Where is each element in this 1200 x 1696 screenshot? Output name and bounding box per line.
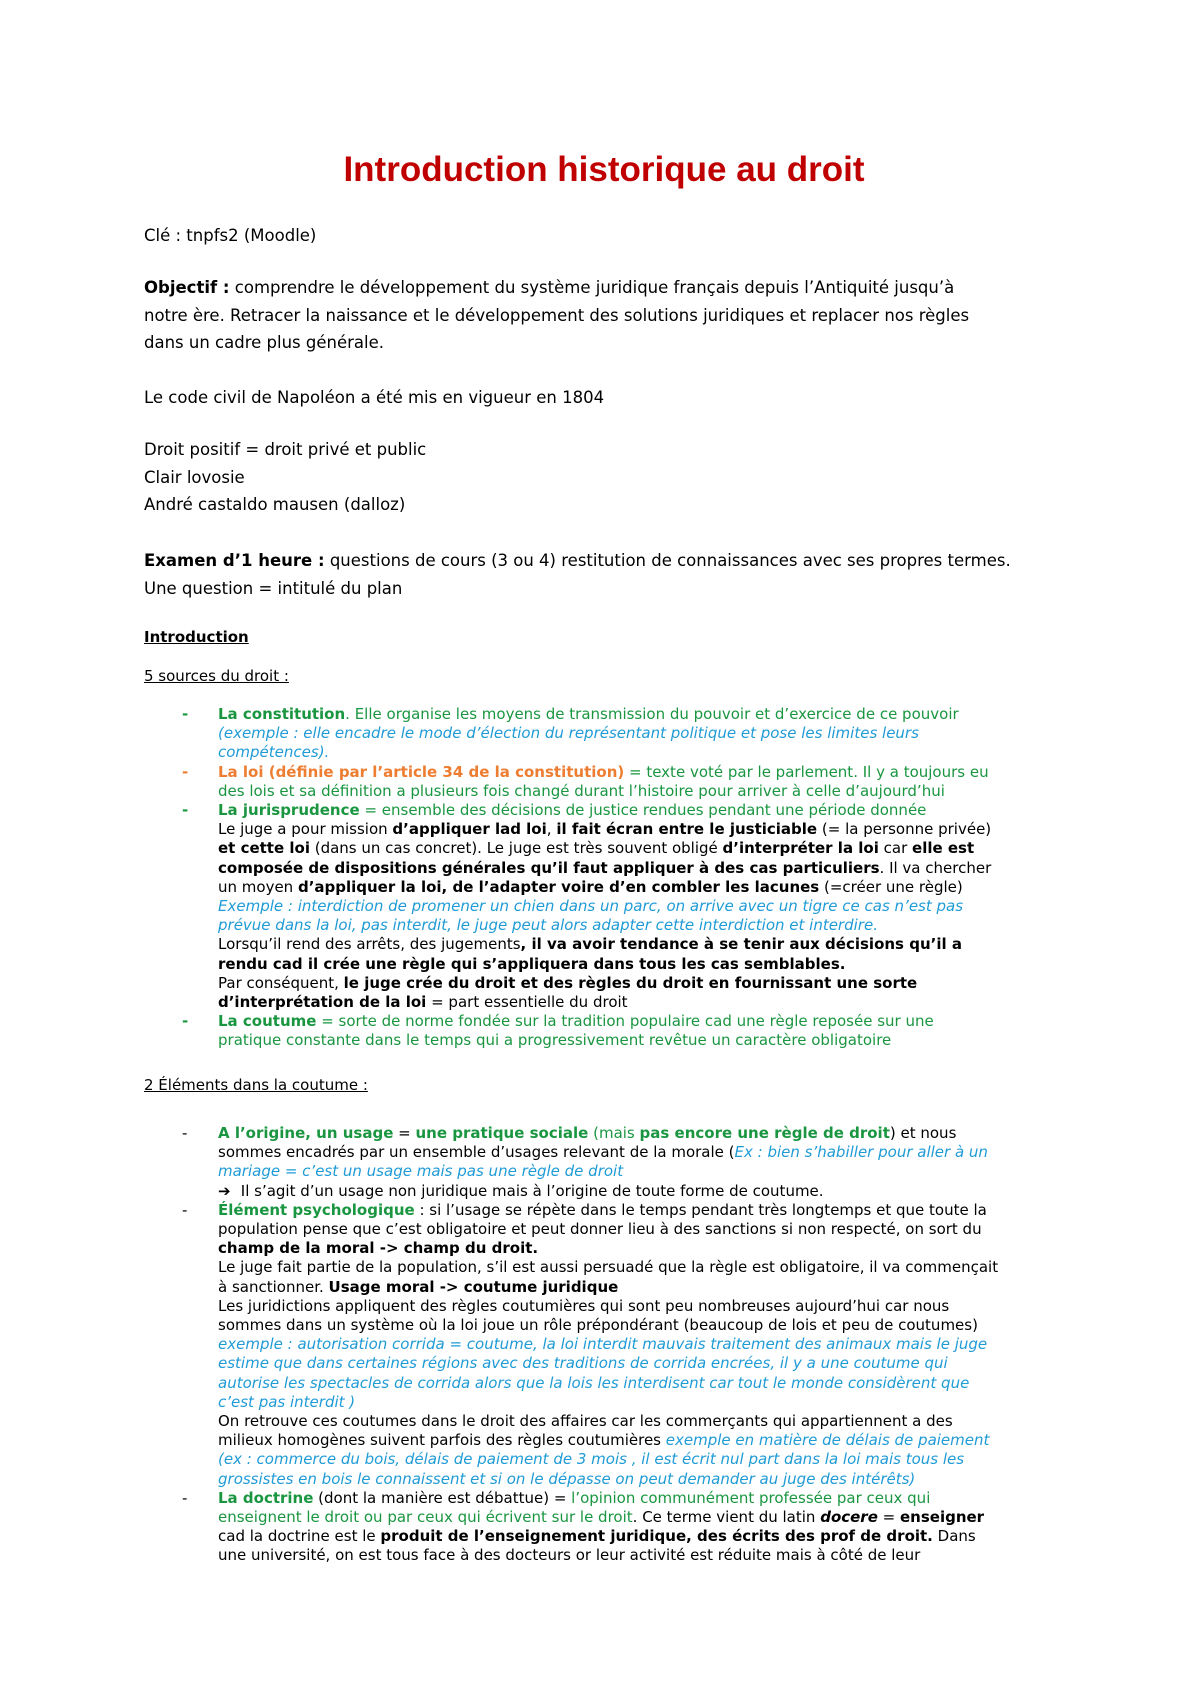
- bullet-dash: -: [182, 1488, 188, 1507]
- bullet-dash: -: [182, 762, 189, 781]
- sources-list: [144, 705, 1064, 1051]
- bullet-dash: -: [182, 1012, 189, 1031]
- list-item: - A l’origine, un usage = une pratique sociale (mais pas encore une règle de droit) et nous sommes encadrés par un ensemble d’usages relevant de la morale (Ex : bien s’habiller pour aller à un mariage = c’est un usage mais pas une règle de droit ➔ Il s’agit d’un usage non juridique mais à l’origine de toute forme de coutume.: [182, 1124, 988, 1200]
- elements-heading: 2 Éléments dans la coutume :: [144, 1076, 368, 1094]
- bullet-dash: -: [182, 705, 189, 723]
- arrow-right-icon: ➔: [218, 1181, 231, 1200]
- list-item: - La jurisprudence = ensemble des décisions de justice rendues pendant une période donnée Le juge a pour mission d’appliquer lad loi, il fait écran entre le justiciable (= la personne privée) et cette loi (dans un cas concret). Le juge est très souvent obligé d’interpréter la loi car elle est composée de dispositions générales qu’il faut appliquer à des cas particuliers. Il va chercher un moyen d’appliquer la loi, de l’adapter voire d’en combler les lacunes (=créer une règle) Exemple : interdiction de promener un chien dans un parc, on arrive avec un tigre ce cas n’est pas prévue dans la loi, pas interdit, le juge peut alors adapter cette interdiction et interdire. Lorsqu’il rend des arrêts, des jugements, il va avoir tendance à se tenir aux décisions qu’il a rendu cad il crée une règle qui s’appliquera dans tous les cas semblables. Par conséquent, le juge crée du droit et des règles du droit en fournissant une sorte d’interprétation de la loi = part essentielle du droit: [182, 801, 992, 1012]
- sources-heading: 5 sources du droit :: [144, 667, 289, 685]
- list-item: - Élément psychologique : si l’usage se répète dans le temps pendant très longtemps et que toute la population pense que c’est obligatoire et peut donner lieu à des sanctions si non respecté, on sort du champ de la moral -> champ du droit. Le juge fait partie de la population, s’il est aussi persuadé que la règle est obligatoire, il va commençait à sanctionner. Usage moral -> coutume juridique Les juridictions appliquent des règles coutumières qui sont peu nombreuses aujourd’hui car nous sommes dans un système où la loi joue un rôle prépondérant (beaucoup de lois et peu de coutumes) exemple : autorisation corrida = coutume, la loi interdit mauvais traitement des animaux mais le juge estime que dans certaines régions avec des traditions de corrida encrées, il y a une coutume qui autorise les spectacles de corrida alors que la lois les interdisent car tout le monde considèrent que c’est pas interdit ) On retrouve ces coutumes dans le droit des affaires car les commerçants qui appartiennent a des milieux homogènes suivent parfois des règles coutumières exemple en matière de délais de paiement (ex : commerce du bois, délais de paiement de 3 mois , il est écrit nul part dans la loi mais tous les grossistes en bois le connaissent et si on le dépasse on peut demander au juge des intérêts): [182, 1200, 999, 1488]
- code-civil-line: Le code civil de Napoléon a été mis en vigueur en 1804: [144, 388, 605, 407]
- list-item: - La coutume = sorte de norme fondée sur la tradition populaire cad une règle reposée sur une pratique constante dans le temps qui a progressivement revêtue un caractère obligatoire: [182, 1012, 934, 1050]
- bullet-dash: -: [182, 1124, 188, 1142]
- bullet-dash: -: [182, 1200, 188, 1219]
- list-item: - La loi (définie par l’article 34 de la constitution) = texte voté par le parlement. Il y a toujours eu des lois et sa définition a plusieurs fois changé durant l’histoire pour arriver à celle d’aujourd’hui: [182, 762, 989, 800]
- elements-list: [144, 1124, 1064, 1566]
- page-title: Introduction historique au droit: [343, 150, 865, 189]
- references-block: Droit positif = droit privé et public Clair lovosie André castaldo mausen (dalloz): [144, 440, 427, 514]
- examen-label: Examen d’1 heure :: [144, 551, 325, 570]
- introduction-heading: Introduction: [144, 628, 249, 646]
- objectif-paragraph: Objectif : comprendre le développement du système juridique français depuis l’Antiquité jusqu’à notre ère. Retracer la naissance et le développement des solutions juridiques et replacer nos règles dans un cadre plus générale.: [144, 278, 970, 352]
- bullet-dash: -: [182, 801, 189, 820]
- list-item: - La constitution. Elle organise les moyens de transmission du pouvoir et d’exercice de ce pouvoir (exemple : elle encadre le mode d’élection du représentant politique et pose les limites leurs compétences).: [182, 705, 959, 762]
- objectif-label: Objectif :: [144, 278, 230, 297]
- examen-paragraph: Examen d’1 heure : questions de cours (3 ou 4) restitution de connaissances avec ses propres termes. Une question = intitulé du plan: [144, 551, 1011, 598]
- cle-line: Clé : tnpfs2 (Moodle): [144, 226, 317, 245]
- list-item: - La doctrine (dont la manière est débattue) = l’opinion communément professée par ceux qui enseignent le droit ou par ceux qui écrivent sur le droit. Ce terme vient du latin docere = enseigner cad la doctrine est le produit de l’enseignement juridique, des écrits des prof de droit. Dans une université, on est tous face à des docteurs or leur activité est réduite mais à côté de leur: [182, 1488, 985, 1565]
